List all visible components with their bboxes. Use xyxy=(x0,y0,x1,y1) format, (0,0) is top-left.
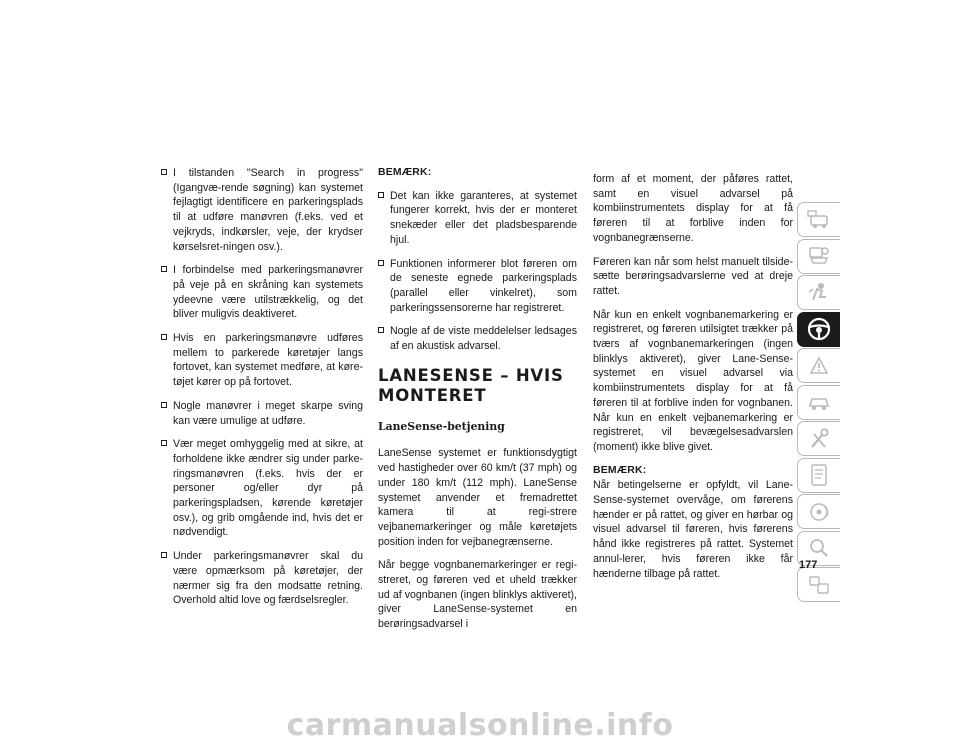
subsection-title: LaneSense-betjening xyxy=(378,419,505,433)
list-item: Det kan ikke garanteres, at systemet fungerer korrekt, hvis der er monteret snekæder eller det pladsbesparende hjul. xyxy=(378,189,577,248)
note-heading: BEMÆRK: xyxy=(378,167,432,178)
tab-warnings[interactable] xyxy=(797,348,840,383)
list-item: Hvis en parkeringsmanøvre udføres mellem to parkerede køretøjer langs fortovet, kan systemet medføre, at køre-tøjet kører op på fortovet. xyxy=(161,331,363,390)
bullet-box-icon xyxy=(378,260,384,266)
multimedia-icon xyxy=(805,499,833,525)
bullet-box-icon xyxy=(378,192,384,198)
tab-driving[interactable] xyxy=(797,312,840,347)
section-title: LANESENSE – HVIS MONTERET xyxy=(378,365,564,405)
car-seat-icon xyxy=(805,280,833,306)
specifications-list-icon xyxy=(805,462,833,488)
tab-language[interactable] xyxy=(797,567,840,602)
paragraph: Når kun en enkelt vognbanemarkering er registreret, og føreren utilsigtet trækker på tværs af vognbanemarkeringen (ingen blinklys aktiveret), giver Lane-Sense-systemet en visuel advarsel via kombiinstrumentets display for at få føreren til at forblive inden for vognbanen. Når kun en enkelt vejbanemarkering er registreret, vil bevægelsesadvarslen (moment) ikke blive givet. xyxy=(593,308,793,453)
bullet-box-icon xyxy=(161,440,167,446)
paragraph: Føreren kan når som helst manuelt tilside-sætte berøringsadvarslerne ved at dreje rattet. xyxy=(593,255,793,297)
list-item: I forbindelse med parkeringsmanøvrer på veje på en skråning kan systemets ydeevne være utilstrækkelig, og det bliver muligvis deaktiveret. xyxy=(161,263,363,322)
list-item: Vær meget omhyggelig med at sikre, at forholdene ikke ændrer sig under parke-ringsmanøvren (f.eks. hvis der er personer og/eller dyr på parkeringspladsen, kørende køretøjer osv.), og grib omgående ind, hvis det er nødvendigt. xyxy=(161,437,363,540)
language-icon xyxy=(805,572,833,598)
note-heading: BEMÆRK: xyxy=(593,464,647,476)
page-number: 177 xyxy=(799,559,818,571)
tab-breakdown[interactable] xyxy=(797,385,840,420)
tab-seats[interactable] xyxy=(797,275,840,310)
warning-lights-icon xyxy=(805,353,833,379)
tab-service[interactable] xyxy=(797,421,840,456)
bullet-box-icon xyxy=(161,552,167,558)
list-item: Nogle af de viste meddelelser ledsages af en akustisk advarsel. xyxy=(378,324,577,353)
watermark: carmanualsonline.info xyxy=(286,708,674,743)
bullet-box-icon xyxy=(161,334,167,340)
paragraph: form af et moment, der påføres rattet, samt en visuel advarsel på kombiinstrumentets display for at få føreren til at forblive inden for vognbanegrænserne. xyxy=(593,173,793,244)
column-3 xyxy=(593,172,793,590)
bullet-box-icon xyxy=(161,169,167,175)
paragraph: LaneSense systemet er funktionsdygtigt ved hastigheder over 60 km/t (37 mph) og under 180 km/t (112 mph). LaneSense systemet anvender et fremadrettet kamera til at regi-strere vejbanemarkeringer og måle køretøjets position inden for vejbanegrænserne. xyxy=(378,447,577,548)
note-text: Når betingelserne er opfyldt, vil Lane-Sense-systemet overvåge, om førerens hænder er på rattet, og giver en hørbar og visuel advarsel til føreren, hvis førerens hånd ikke registreres på rattet. Systemet annul-lerer, hvis føreren ikke får hænderne tilbage på rattet. xyxy=(593,479,793,580)
tab-dashboard[interactable] xyxy=(797,202,840,237)
bullet-box-icon xyxy=(161,266,167,272)
list-item: Under parkeringsmanøvrer skal du være opmærksom på køretøjer, der nærmer sig fra den modsatte retning. Overhold altid love og færdselsregler. xyxy=(161,549,363,608)
paragraph: Når begge vognbanemarkeringer er regi-streret, og føreren ved et uheld trækker ud af vognbanen (ingen blinklys aktiveret), giver LaneSense-systemet en berøringsadvarsel i xyxy=(378,559,577,631)
list-item: I tilstanden "Search in progress" (Igangvæ-rende søgning) kan systemet fejlagtigt identificere en parkeringsplads til at udføre manøvren (f.eks. ved et vejkryds, indkørsler, veje, der krydser kørselsret-ningen osv.). xyxy=(161,166,363,254)
bullet-box-icon xyxy=(161,402,167,408)
column-1 xyxy=(161,166,363,617)
chapter-tabs xyxy=(797,202,840,604)
bullet-box-icon xyxy=(378,327,384,333)
steering-wheel-icon xyxy=(805,316,833,342)
service-wrench-icon xyxy=(805,426,833,452)
search-index-icon xyxy=(805,535,833,561)
column-2 xyxy=(378,166,577,641)
car-key-icon xyxy=(805,243,833,269)
tab-specifications[interactable] xyxy=(797,458,840,493)
car-dashboard-icon xyxy=(805,207,833,233)
tab-multimedia[interactable] xyxy=(797,494,840,529)
car-breakdown-icon xyxy=(805,389,833,415)
list-item: Nogle manøvrer i meget skarpe sving kan være umulige at udføre. xyxy=(161,399,363,428)
tab-keys[interactable] xyxy=(797,239,840,274)
list-item: Funktionen informerer blot føreren om de seneste egnede parkeringsplads (parallel eller vinkelret), som parkeringssensorerne har registreret. xyxy=(378,257,577,316)
